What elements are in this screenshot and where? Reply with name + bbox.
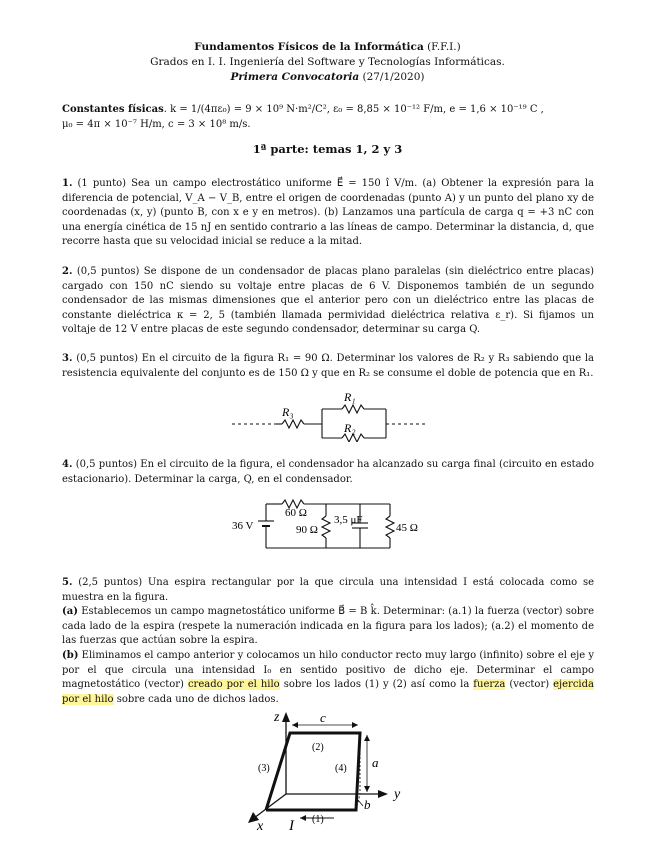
q3-circuit-figure — [230, 390, 430, 446]
question-1-number: 1. — [62, 178, 73, 189]
question-2-text: (0,5 puntos) Se dispone de un condensador de placas plano paralelas (sin dieléctrico entre placas) cargado con 150 nC siendo su voltaje entre placas de 6 V. Disponemos también de un segundo condensador de las mismas dimensiones que el anterior pero con un dieléctrico entre las placas de constante dieléctrica κ = 2, 5 (también llamada permividad dieléctrica relativa ε_r). Si fijamos un voltaje de 12 V entre placas de este segundo condensador, determinar su carga Q. — [62, 266, 594, 336]
q5-y-arrowhead — [378, 790, 388, 798]
q5-z-arrowhead — [282, 712, 290, 722]
q5-label-current: I — [289, 818, 294, 834]
question-5-intro: (2,5 puntos) Una espira rectangular por la que circula una intensidad I está colocada como se muestra en la figura. — [62, 577, 594, 603]
question-5-number: 5. — [62, 577, 73, 588]
q4-circuit-figure — [230, 496, 430, 562]
q5-dim-c-arrowhead — [292, 722, 298, 728]
question-5b-text: sobre los lados (1) y (2) así como la — [279, 679, 474, 691]
q5-dim-a-arrowhead — [364, 786, 370, 792]
q5-label-a: a — [372, 755, 379, 770]
question-4-text: (0,5 puntos) En el circuito de la figura, el condensador ha alcanzado su carga final (circuito en estado estacionario). Determinar la carga, Q, en el condensador. — [62, 459, 594, 485]
q3-r1-resistor — [342, 405, 364, 413]
question-5b-text: (vector) — [505, 679, 554, 691]
q5-dim-c-arrowhead — [352, 722, 358, 728]
q4-r60-label: 60 Ω — [285, 507, 307, 519]
q5-dim-b — [358, 800, 363, 806]
question-1-text: (1 punto) Sea un campo electrostático uniforme E⃗ = 150 î V/m. (a) Obtener la expresión para la diferencia de potencial, V_A − V_B, entre el origen de coordenadas (punto A) y un punto del plano xy de coordenadas (x, y) (punto B, con x e y en metros). (b) Lanzamos una partícula de carga q = +3 nC con una energía cinética de 15 nJ en sentido contrario a las líneas de campo. Determinar la distancia, d, que recorre hasta que su velocidad inicial se reduce a la mitad. — [62, 178, 594, 248]
constants-line1: . k = 1/(4πε₀) = 9 × 10⁹ N·m²/C², ε₀ = 8,85 × 10⁻¹² F/m, e = 1,6 × 10⁻¹⁹ C , — [163, 104, 544, 115]
q5-label-side-1: (1) — [312, 814, 324, 825]
q5-dim-a-arrowhead — [364, 735, 370, 741]
q4-r90-label: 90 Ω — [296, 524, 318, 536]
q5-label-y: y — [394, 787, 401, 802]
question-5b-text: Eliminamos el campo anterior y colocamos un hilo conductor recto muy largo (infinito) sobre el eje y por el que circula una intensidad I₀ en sentido positivo de dicho eje. Determinar el campo magnetostático (vector) — [62, 649, 594, 691]
q5-loop-svg — [240, 708, 420, 834]
q3-circuit-svg — [230, 390, 430, 442]
q5-label-b: b — [364, 797, 371, 812]
call-name: Primera Convocatoria — [230, 71, 360, 83]
highlight-ejercida-por-el-hilo: ejercida por el hilo — [62, 679, 594, 705]
q3-r1-label: R₁ — [344, 390, 356, 404]
q5-label-side-2: (2) — [312, 742, 324, 753]
q5-label-side-3: (3) — [258, 763, 270, 774]
header-title — [0, 40, 655, 55]
q5-label-side-4: (4) — [335, 763, 347, 774]
q4-r90-resistor — [322, 516, 330, 538]
q5-loop-figure — [240, 708, 420, 838]
highlight-creado-por-el-hilo: creado por el hilo — [187, 679, 280, 691]
question-1 — [62, 177, 594, 250]
q5-label-z: z — [274, 710, 280, 725]
constants-label: Constantes físicas — [62, 104, 164, 115]
q3-r3-label: R₃ — [282, 405, 294, 419]
call-date: (27/1/2020) — [359, 71, 425, 83]
question-5b-text: sobre cada uno de dichos lados. — [113, 693, 279, 705]
question-5a-text: Establecemos un campo magnetostático uniforme B⃗ = B k̂. Determinar: (a.1) la fuerza (vector) sobre cada lado de la espira (respete la numeración indicada en la figura para los lados); (a.2) el momento de las fuerzas que actúan sobre la espira. — [62, 606, 594, 647]
course-abbrev: (F.F.I.) — [423, 41, 461, 53]
q3-r2-label: R₂ — [344, 421, 356, 435]
q4-source-label: 36 V — [232, 520, 254, 532]
q5-label-x: x — [257, 819, 264, 834]
question-3 — [62, 352, 594, 381]
question-4-number: 4. — [62, 459, 73, 470]
question-3-text: (0,5 puntos) En el circuito de la figura R₁ = 90 Ω. Determinar los valores de R₂ y R₃ sabiendo que la resistencia equivalente del conjunto es de 150 Ω y que en R₂ se consume el doble de potencia que en R₁. — [62, 353, 595, 379]
q3-r2-resistor — [342, 434, 364, 442]
question-5a-label: (a) — [62, 606, 78, 618]
question-2 — [62, 265, 594, 338]
part-title: 1ª parte: temas 1, 2 y 3 — [252, 142, 403, 156]
q4-cap-label: 3,5 μF — [334, 514, 363, 526]
header-degrees: Grados en I. I. Ingeniería del Software y Tecnologías Informáticas. — [150, 56, 505, 68]
header-call — [0, 70, 655, 85]
q4-r45-label: 45 Ω — [396, 522, 418, 534]
highlight-fuerza: fuerza — [473, 679, 506, 691]
q3-r3-resistor — [282, 420, 304, 428]
q4-r45-resistor — [386, 516, 394, 538]
constants-line2: μ₀ = 4π × 10⁻⁷ H/m, c = 3 × 10⁸ m/s. — [62, 118, 251, 130]
q5-current-arrowhead — [300, 815, 306, 821]
question-2-number: 2. — [62, 266, 73, 277]
question-4 — [62, 458, 594, 487]
question-5 — [62, 576, 594, 707]
q4-circuit-svg — [230, 496, 430, 558]
constants-block — [62, 103, 594, 132]
course-name: Fundamentos Físicos de la Informática — [194, 41, 424, 53]
q5-label-c: c — [320, 710, 326, 725]
question-5b-label: (b) — [62, 649, 79, 661]
question-3-number: 3. — [62, 353, 73, 364]
